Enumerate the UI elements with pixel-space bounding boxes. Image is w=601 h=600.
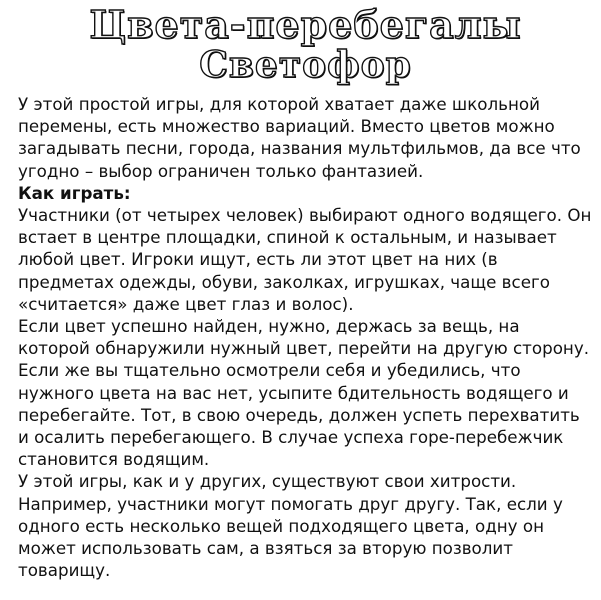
article-body (18, 93, 593, 581)
how-to-play-heading: Как играть: (18, 182, 131, 203)
rules-paragraph: Если же вы тщательно осмотрели себя и убедились, что нужного цвета на вас нет, усыпите бдительность водящего и перебегайте. Тот, в свою очередь, должен успеть перехватить и осалить перебегающего. В случае успеха горе-перебежчик становится водящим. (18, 360, 580, 470)
rules-paragraph: Участники (от четырех человек) выбирают одного водящего. Он встает в центре площадки, спиной к остальным, и называет любой цвет. Игроки ищут, есть ли этот цвет на них (в предметах одежды, обуви, заколках, игрушках, чаще всего «считается» даже цвет глаз и волос). (18, 205, 592, 314)
title-block (18, 0, 593, 86)
title-line-2: Светофор (199, 44, 412, 86)
intro-paragraph: У этой простой игры, для которой хватает даже школьной перемены, есть множество вариаций. Вместо цветов можно загадывать песни, города, названия мультфильмов, да все что угодно – выбор ограничен только фантазией. (18, 94, 581, 181)
rules-paragraph: Если цвет успешно найден, нужно, держась за вещь, на которой обнаружили нужный цвет, перейти на другую сторону. (18, 316, 590, 359)
title-line-1: Цвета-перебегалы (89, 2, 522, 47)
tips-paragraph: У этой игры, как и у других, существуют свои хитрости. Например, участники могут помогать друг другу. Так, если у одного есть несколько вещей подходящего цвета, одну он может использовать сам, а взяться за вторую позволит товарищу. (18, 471, 563, 581)
